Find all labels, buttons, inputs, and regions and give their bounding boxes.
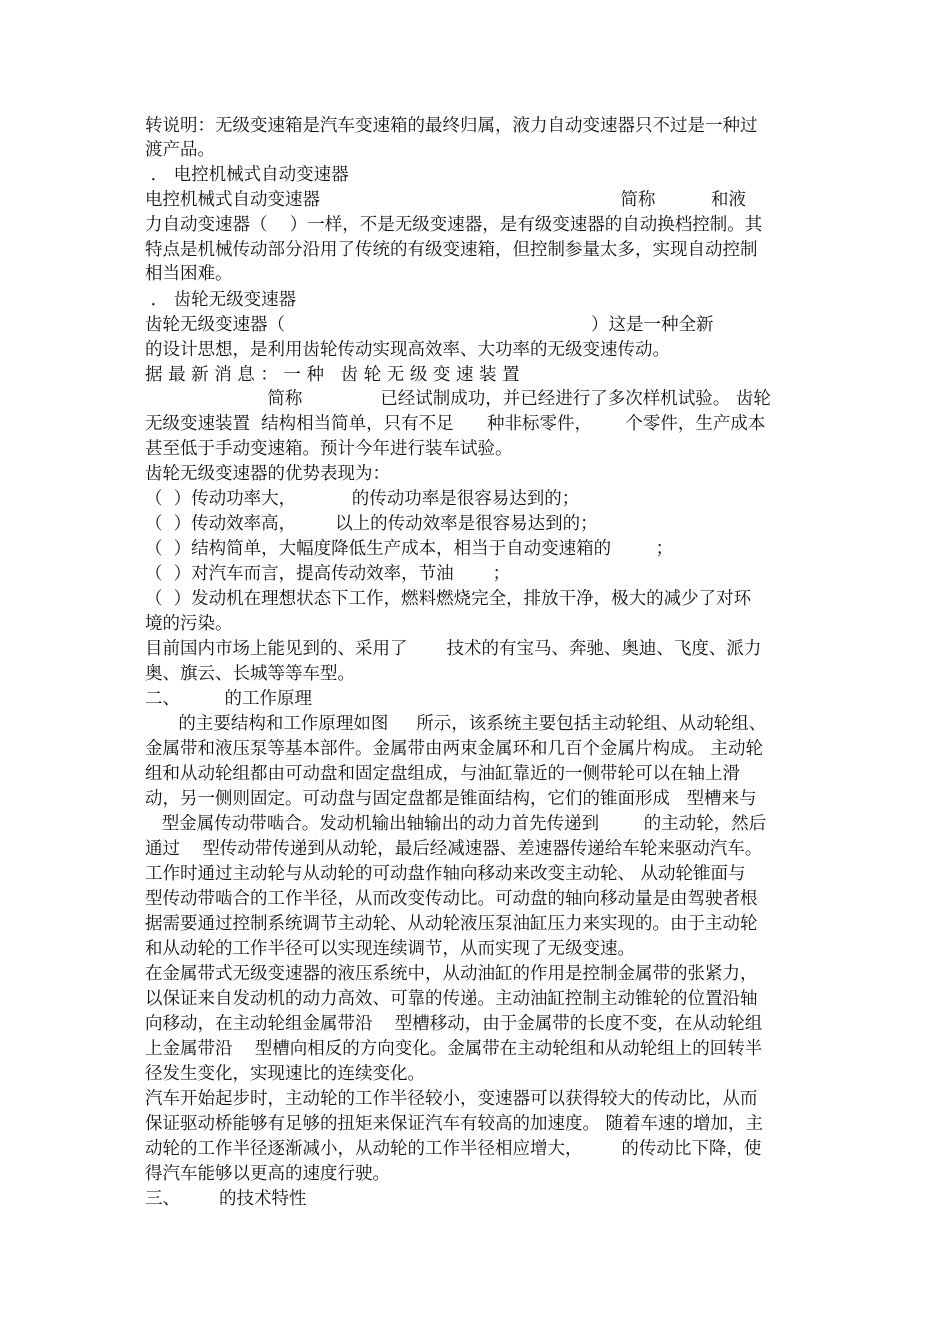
list-item: （ ）发动机在理想状态下工作，燃料燃烧完全，排放干净，极大的减少了对环 (145, 589, 752, 609)
text-line: 境的污染。 (145, 614, 233, 634)
text-line: 上金属带沿 型槽向相反的方向变化。金属带在主动轮组和从动轮组上的回转半 (145, 1039, 763, 1059)
text-line: 组和从动轮组都由可动盘和固定盘组成，与油缸靠近的一侧带轮可以在轴上滑 (145, 764, 740, 784)
text-line: 力自动变速器（ ）一样，不是无级变速器，是有级变速器的自动换档控制。其 (145, 215, 763, 235)
text-line: 转说明：无级变速箱是汽车变速箱的最终归属，液力自动变速器只不过是一种过 (145, 116, 758, 136)
text-line: 无级变速装置 结构相当简单，只有不足 种非标零件， 个零件，生产成本 (145, 414, 766, 434)
text-line: 通过 型传动带传递到从动轮，最后经减速器、差速器传递给车轮来驱动汽车。 (145, 839, 763, 859)
text-line: 向移动，在主动轮组金属带沿 型槽移动，由于金属带的长度不变，在从动轮组 (145, 1014, 763, 1034)
text-line: 保证驱动桥能够有足够的扭矩来保证汽车有较高的加速度。 随着车速的增加，主 (145, 1114, 764, 1134)
text-line: 奥、旗云、长城等等车型。 (145, 664, 355, 684)
text-line: 在金属带式无级变速器的液压系统中，从动油缸的作用是控制金属带的张紧力， (145, 964, 758, 984)
text-line: 相当困难。 (145, 264, 233, 284)
section-heading: ． 电控机械式自动变速器 (145, 165, 349, 185)
text-line: 径发生变化，实现速比的连续变化。 (145, 1064, 425, 1084)
list-item: （ ）传动效率高， 以上的传动效率是很容易达到的； (145, 514, 598, 534)
list-item: （ ）传动功率大， 的传动功率是很容易达到的； (145, 489, 580, 509)
text-line: 甚至低于手动变速箱。预计今年进行装车试验。 (145, 439, 513, 459)
text-line: 的主要结构和工作原理如图 所示，该系统主要包括主动轮组、从动轮组、 (145, 714, 767, 734)
list-item: （ ）对汽车而言，提高传动效率，节油 ； (145, 564, 511, 584)
text-line: 目前国内市场上能见到的、采用了 技术的有宝马、奔驰、奥迪、飞度、派力 (145, 639, 762, 659)
text-line: 齿轮无级变速器（ ）这是一种全新 (145, 315, 714, 335)
text-line: 据需要通过控制系统调节主动轮、从动轮液压泵油缸压力来实现的。由于主动轮 (145, 914, 758, 934)
section-heading: 二、 的工作原理 (145, 689, 313, 709)
text-line: 型传动带啮合的工作半径，从而改变传动比。可动盘的轴向移动量是由驾驶者根 (145, 889, 758, 909)
text-line: 电控机械式自动变速器 简称 和液 (145, 190, 747, 210)
text-line: 特点是机械传动部分沿用了传统的有级变速箱，但控制参量太多，实现自动控制 (145, 240, 758, 260)
text-line: 据 最 新 消 息 ： 一 种 齿 轮 无 级 变 速 装 置 (145, 365, 520, 385)
section-heading: 三、 的技术特性 (145, 1189, 307, 1209)
text-line: 的设计思想，是利用齿轮传动实现高效率、大功率的无级变速传动。 (145, 340, 670, 360)
text-line: 工作时通过主动轮与从动轮的可动盘作轴向移动来改变主动轮、 从动轮锥面与 (145, 864, 746, 884)
text-line: 汽车开始起步时，主动轮的工作半径较小，变速器可以获得较大的传动比，从而 (145, 1089, 758, 1109)
text-line: 得汽车能够以更高的速度行驶。 (145, 1164, 390, 1184)
list-item: （ ）结构简单，大幅度降低生产成本，相当于自动变速箱的 ； (145, 539, 674, 559)
text-line: 动轮的工作半径逐渐减小，从动轮的工作半径相应增大， 的传动比下降，使 (145, 1139, 762, 1159)
text-line: 齿轮无级变速器的优势表现为： (145, 464, 390, 484)
text-line: 简称 已经试制成功，并已经进行了多次样机试验。 齿轮 (145, 389, 771, 409)
text-line: 和从动轮的工作半径可以实现连续调节，从而实现了无级变速。 (145, 939, 635, 959)
text-line: 金属带和液压泵等基本部件。金属带由两束金属环和几百个金属片构成。 主动轮 (145, 739, 764, 759)
text-line: 动，另一侧则固定。可动盘与固定盘都是锥面结构，它们的锥面形成 型槽来与 (145, 789, 757, 809)
text-line: 以保证来自发动机的动力高效、可靠的传递。主动油缸控制主动锥轮的位置沿轴 (145, 989, 758, 1009)
section-heading: ． 齿轮无级变速器 (145, 290, 297, 310)
text-line: 型金属传动带啮合。发动机输出轴输出的动力首先传递到 的主动轮，然后 (145, 814, 767, 834)
text-line: 渡产品。 (145, 140, 215, 160)
